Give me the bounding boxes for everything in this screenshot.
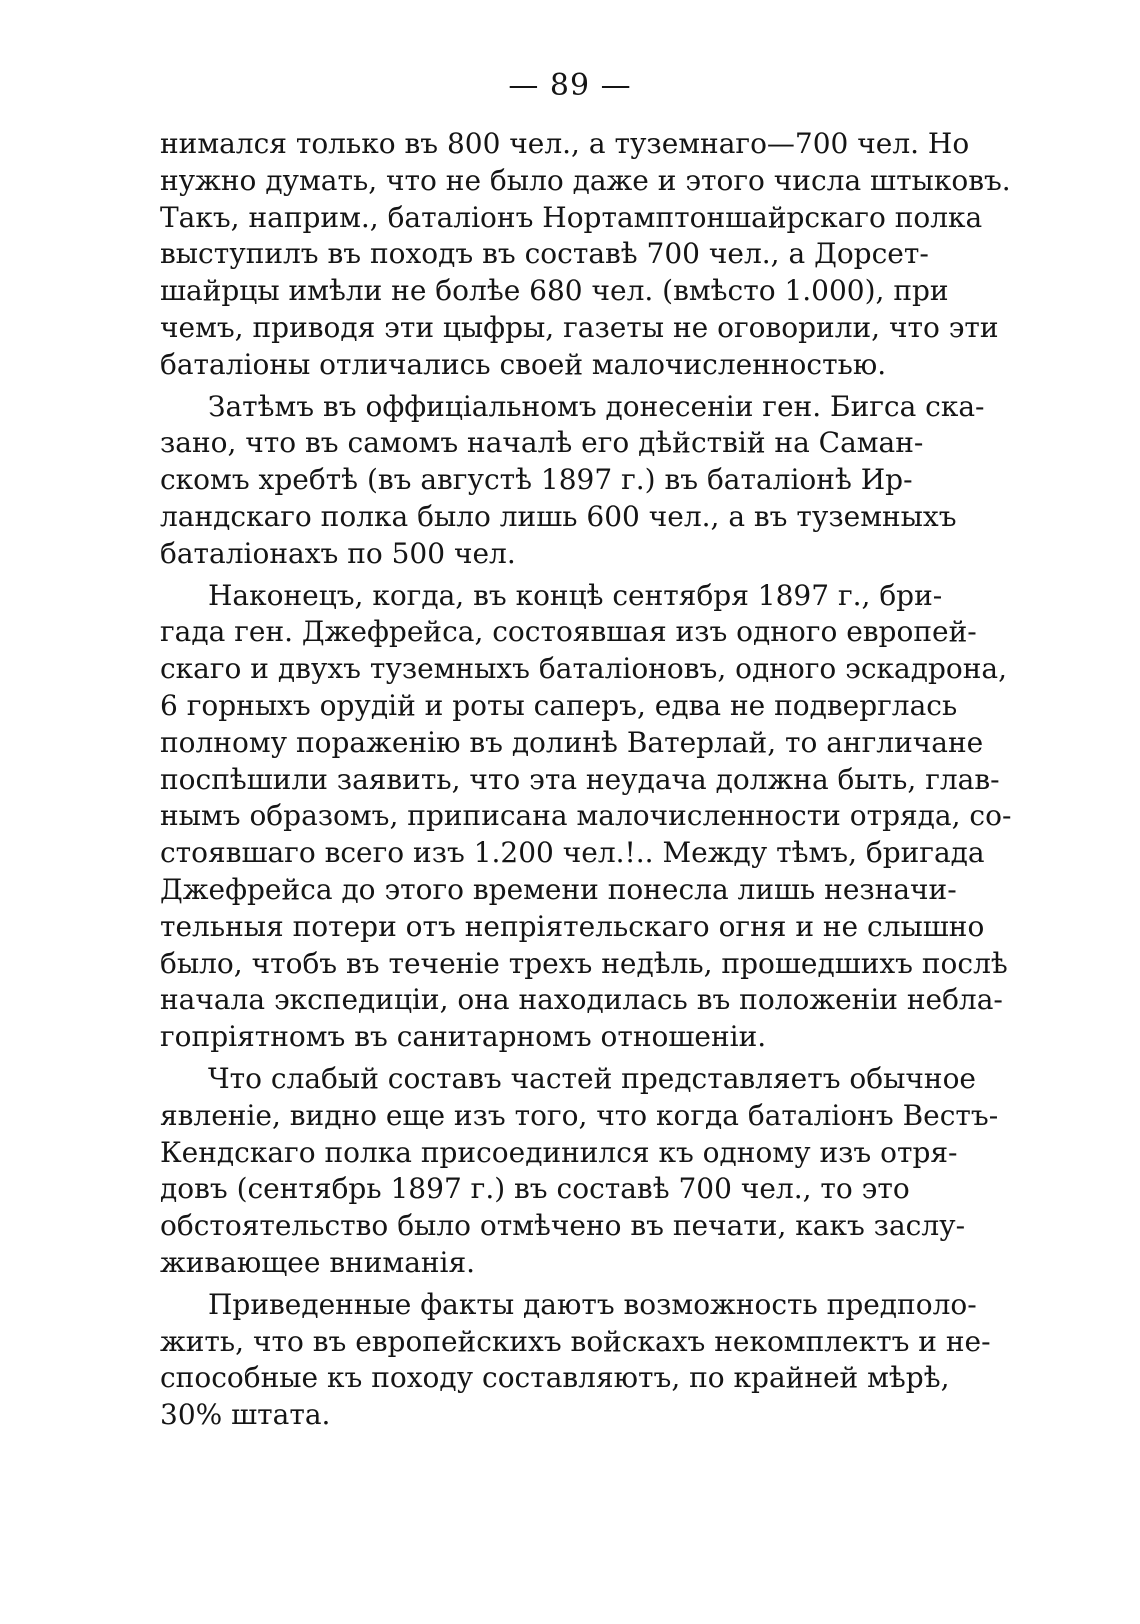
text-line: нымъ образомъ, приписана малочисленности отряда, со-: [160, 799, 1012, 833]
text-line: способные къ походу составляютъ, по крайней мѣрѣ,: [160, 1361, 950, 1395]
paragraph-3: [160, 578, 1012, 1056]
paragraph-2: [160, 389, 985, 573]
text-line: скаго и двухъ туземныхъ баталіоновъ, одного эскадрона,: [160, 652, 1007, 686]
text-line: жить, что въ европейскихъ войскахъ некомплектъ и не-: [160, 1324, 991, 1358]
text-line: Приведенные факты даютъ возможность предполо-: [208, 1287, 977, 1321]
text-line: живающее вниманія.: [160, 1245, 476, 1279]
text-line: явленіе, видно еще изъ того, что когда баталіонъ Вестъ-: [160, 1098, 999, 1132]
text-line: Что слабый составъ частей представляетъ обычное: [208, 1061, 977, 1095]
text-line: начала экспедиціи, она находилась въ положеніи небла-: [160, 983, 1003, 1017]
text-line: чемъ, приводя эти цыфры, газеты не оговорили, что эти: [160, 310, 999, 344]
page-number: — 89 —: [508, 68, 632, 103]
text-line: Кендскаго полка присоединился къ одному изъ отря-: [160, 1135, 958, 1169]
paragraph-5: [160, 1287, 991, 1434]
text-line: скомъ хребтѣ (въ августѣ 1897 г.) въ баталіонѣ Ир-: [160, 463, 913, 497]
body-text: [160, 126, 1012, 1439]
text-line: зано, что въ самомъ началѣ его дѣйствій на Саман-: [160, 426, 924, 460]
text-line: ландскаго полка было лишь 600 чел., а въ туземныхъ: [160, 499, 957, 533]
text-line: довъ (сентябрь 1897 г.) въ составѣ 700 чел., то это: [160, 1172, 910, 1206]
text-line: нужно думать, что не было даже и этого числа штыковъ.: [160, 163, 1011, 197]
text-line: было, чтобъ въ теченіе трехъ недѣль, прошедшихъ послѣ: [160, 946, 1008, 980]
text-line: Затѣмъ въ оффиціальномъ донесеніи ген. Бигса ска-: [208, 389, 985, 423]
text-line: Такъ, наприм., баталіонъ Нортамптоншайрскаго полка: [160, 200, 983, 234]
text-line: баталіоны отличались своей малочисленностью.: [160, 347, 887, 381]
text-line: баталіонахъ по 500 чел.: [160, 536, 516, 570]
text-line: Наконецъ, когда, въ концѣ сентября 1897 г., бри-: [208, 578, 943, 612]
text-line: стоявшаго всего изъ 1.200 чел.!.. Между тѣмъ, бригада: [160, 836, 985, 870]
paragraph-1: [160, 126, 1011, 384]
paragraph-4: [160, 1061, 999, 1282]
text-line: 6 горныхъ орудій и роты саперъ, едва не подверглась: [160, 688, 958, 722]
text-line: 30% штата.: [160, 1398, 331, 1432]
text-line: шайрцы имѣли не болѣе 680 чел. (вмѣсто 1.000), при: [160, 274, 949, 308]
text-line: обстоятельство было отмѣчено въ печати, какъ заслу-: [160, 1209, 966, 1243]
text-line: полному пораженію въ долинѣ Ватерлай, то англичане: [160, 725, 984, 759]
text-line: выступилъ въ походъ въ составѣ 700 чел., а Дорсет-: [160, 237, 929, 271]
text-line: гада ген. Джефрейса, состоявшая изъ одного европей-: [160, 615, 977, 649]
text-line: тельныя потери отъ непріятельскаго огня и не слышно: [160, 909, 985, 943]
text-line: гопріятномъ въ санитарномъ отношеніи.: [160, 1020, 767, 1054]
text-line: нимался только въ 800 чел., а туземнаго—700 чел. Но: [160, 127, 970, 160]
text-line: Джефрейса до этого времени понесла лишь незначи-: [160, 872, 957, 906]
text-line: поспѣшили заявить, что эта неудача должна быть, глав-: [160, 762, 1000, 796]
